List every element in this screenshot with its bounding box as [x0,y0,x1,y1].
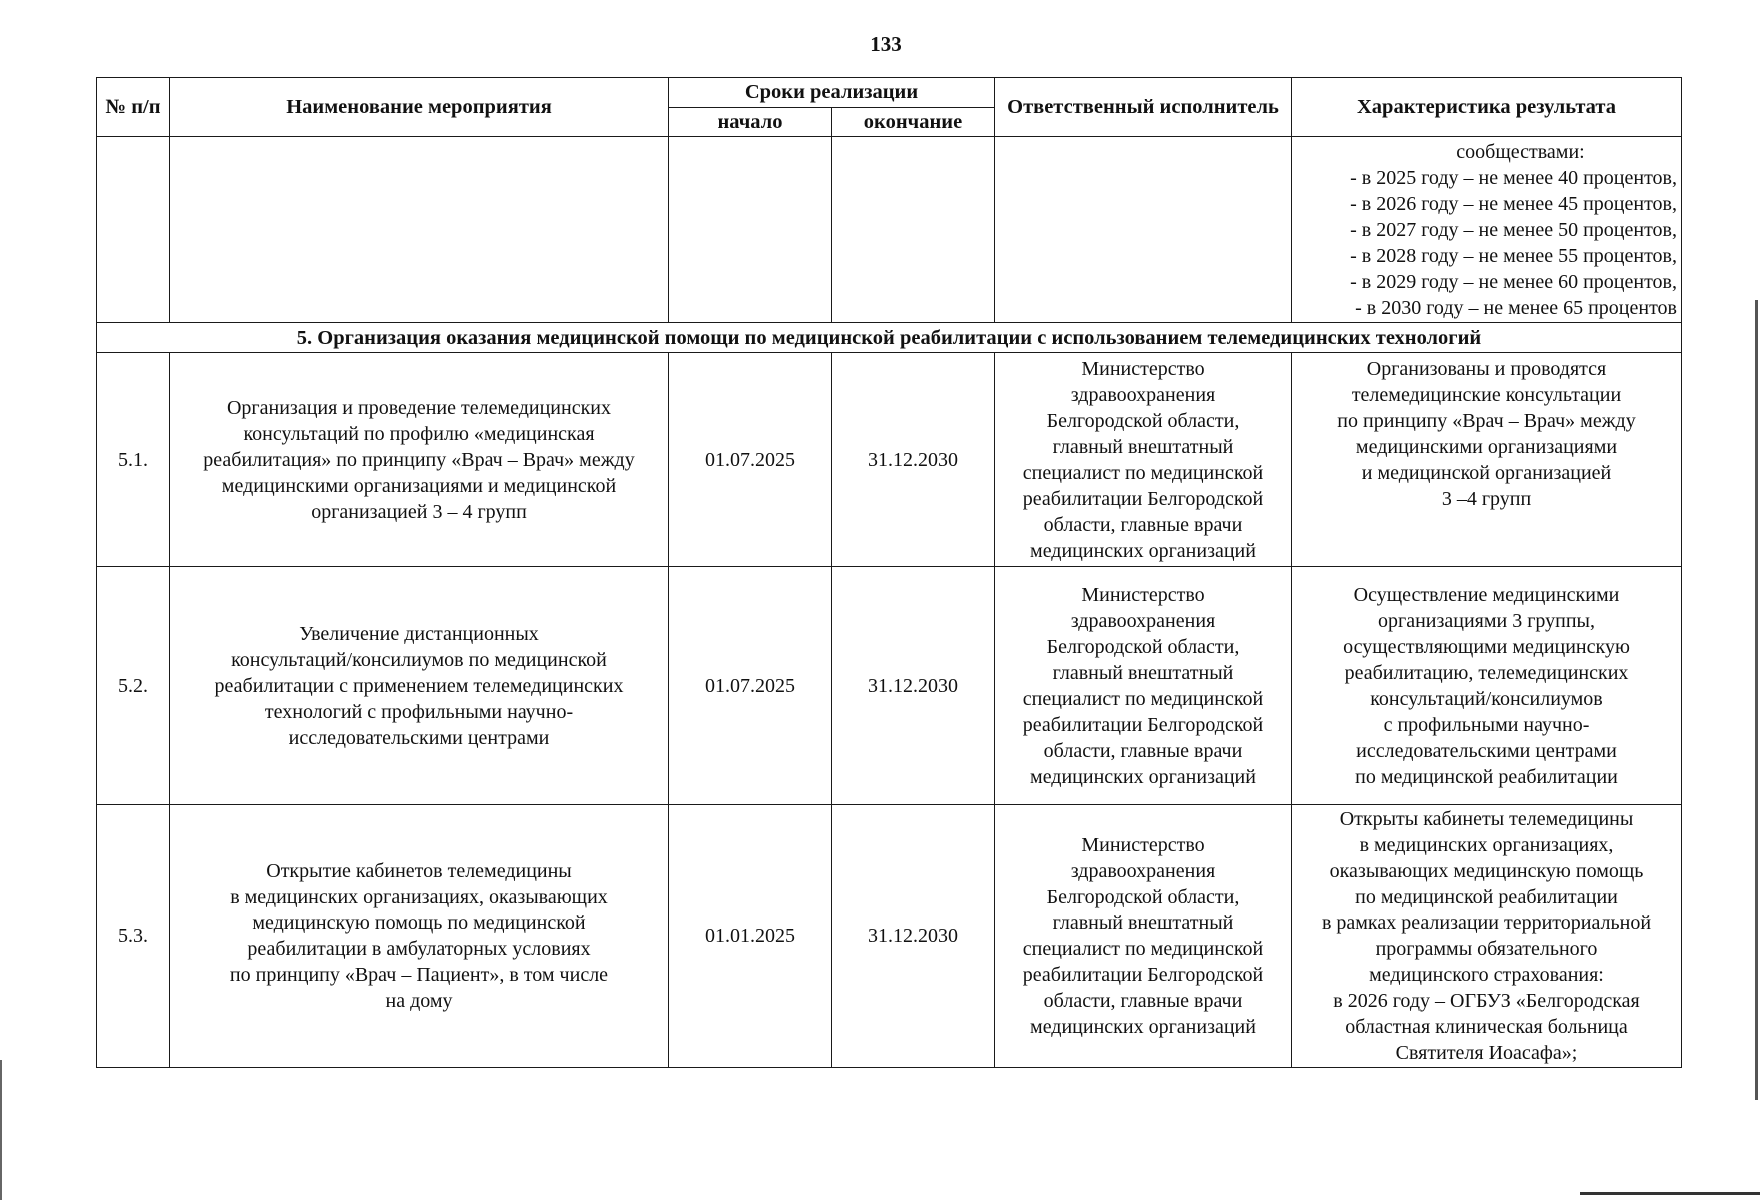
table-row [97,567,1682,805]
cell-start [669,137,832,323]
activities-table [96,77,1682,1068]
responsible-line: Министерство [1081,583,1205,606]
header-start: начало [669,108,832,137]
name-line: организацией 3 – 4 групп [311,500,527,523]
responsible-line: здравоохранения [1070,860,1216,882]
responsible-line: здравоохранения [1070,609,1216,632]
name-line: медицинскими организациями и медицинской [221,474,617,497]
header-name: Наименование мероприятия [170,78,669,137]
cell-name [170,137,669,323]
header-result: Характеристика результата [1292,78,1682,137]
cell-result [1292,137,1682,323]
result-line: - в 2029 году – не менее 60 процентов, [1350,270,1677,293]
cell-number: 5.2. [97,567,170,805]
name-line: реабилитации с применением телемедицинских [214,674,624,697]
cell-responsible [995,353,1292,567]
result-line: Святителя Иоасафа»; [1395,1042,1578,1064]
result-line: по медицинской реабилитации [1355,765,1618,788]
table-header [97,78,1682,137]
cell-number: 5.1. [97,353,170,567]
header-end: окончание [832,108,995,137]
responsible-line: области, главные врачи [1043,739,1243,762]
name-line: технологий с профильными научно- [264,700,574,723]
cell-end: 31.12.2030 [832,353,995,567]
responsible-line: реабилитации Белгородской [1022,487,1264,510]
result-line: телемедицинские консультации [1351,383,1622,406]
responsible-line: специалист по медицинской [1022,938,1264,960]
responsible-line: Белгородской области, [1046,886,1240,908]
cell-name [170,353,669,567]
table-row-continuation [97,137,1682,323]
result-line: реабилитацию, телемедицинских [1344,661,1629,684]
result-line: исследовательскими центрами [1356,739,1617,762]
result-line: организациями 3 группы, [1377,609,1595,632]
section-title: 5. Организация оказания медицинской помощи по медицинской реабилитации с использованием телемедицинских технологий [97,323,1682,353]
scan-edge-line [1580,1192,1760,1195]
scan-edge-line [1755,300,1758,1100]
cell-end [832,137,995,323]
responsible-line: медицинских организаций [1030,1016,1256,1038]
result-line: 3 –4 групп [1441,487,1532,510]
cell-name [170,567,669,805]
cell-responsible [995,805,1292,1068]
cell-responsible [995,567,1292,805]
responsible-line: Белгородской области, [1046,409,1240,432]
result-line: Открыты кабинеты телемедицины [1339,808,1634,830]
result-line: оказывающих медицинскую помощь [1329,860,1644,882]
result-line: - в 2026 году – не менее 45 процентов, [1350,192,1677,215]
name-line: консультаций/консилиумов по медицинской [231,648,607,671]
responsible-line: главный внештатный [1052,912,1234,934]
responsible-line: главный внештатный [1052,661,1234,684]
cell-start: 01.01.2025 [669,805,832,1068]
result-lines [1294,139,1679,321]
cell-start: 01.07.2025 [669,353,832,567]
result-line: по принципу «Врач – Врач» между [1337,409,1636,432]
table-row [97,353,1682,567]
header-responsible: Ответственный исполнитель [995,78,1292,137]
result-line: - в 2025 году – не менее 40 процентов, [1350,166,1677,189]
result-line: областная клиническая больница [1345,1016,1628,1038]
cell-result [1292,805,1682,1068]
cell-end: 31.12.2030 [832,567,995,805]
responsible-line: медицинских организаций [1030,765,1256,788]
responsible-line: области, главные врачи [1043,513,1243,536]
cell-result [1292,567,1682,805]
responsible-line: реабилитации Белгородской [1022,713,1264,736]
responsible-line: Белгородской области, [1046,635,1240,658]
cell-start: 01.07.2025 [669,567,832,805]
name-line: исследовательскими центрами [288,726,550,749]
cell-end: 31.12.2030 [832,805,995,1068]
header-number: № п/п [97,78,170,137]
result-line: консультаций/консилиумов [1370,687,1603,710]
responsible-line: области, главные врачи [1043,990,1243,1012]
result-line: в медицинских организациях, [1359,834,1614,856]
result-line: с профильными научно- [1383,713,1590,736]
name-line: Организация и проведение телемедицинских [226,396,612,419]
section-row [97,323,1682,353]
name-line: на дому [385,990,453,1012]
name-line: реабилитации в амбулаторных условиях [247,938,591,960]
name-line: Увеличение дистанционных [299,622,539,645]
table-row [97,805,1682,1068]
result-line: в 2026 году – ОГБУЗ «Белгородская [1333,990,1640,1012]
result-line: медицинскими организациями [1355,435,1618,458]
result-line: Организованы и проводятся [1366,357,1607,380]
result-line: в рамках реализации территориальной [1321,912,1652,934]
result-line: - в 2028 году – не менее 55 процентов, [1350,244,1677,267]
header-period: Сроки реализации [669,78,995,108]
result-line: программы обязательного [1375,938,1598,960]
cell-responsible [995,137,1292,323]
responsible-line: главный внештатный [1052,435,1234,458]
result-line: по медицинской реабилитации [1355,886,1618,908]
result-line: осуществляющими медицинскую [1343,635,1630,658]
cell-name [170,805,669,1068]
responsible-line: медицинских организаций [1030,539,1256,562]
result-line: сообществами: [1456,140,1585,163]
responsible-line: Министерство [1081,357,1205,380]
name-line: в медицинских организациях, оказывающих [230,886,608,908]
result-line: - в 2027 году – не менее 50 процентов, [1350,218,1677,241]
result-line: и медицинской организацией [1361,461,1612,484]
name-line: медицинскую помощь по медицинской [252,912,586,934]
name-line: реабилитация» по принципу «Врач – Врач» между [203,448,635,471]
name-line: Открытие кабинетов телемедицины [266,860,572,882]
name-line: консультаций по профилю «медицинская [243,422,595,445]
name-line: по принципу «Врач – Пациент», в том числе [229,964,609,986]
cell-number [97,137,170,323]
page-number: 133 [870,32,902,56]
scan-edge-line [0,1060,2,1200]
responsible-line: специалист по медицинской [1022,461,1264,484]
responsible-line: Министерство [1081,834,1205,856]
result-line: Осуществление медицинскими [1353,583,1620,606]
result-line: медицинского страхования: [1369,964,1604,986]
responsible-line: специалист по медицинской [1022,687,1264,710]
cell-result [1292,353,1682,567]
responsible-line: здравоохранения [1070,383,1216,406]
responsible-line: реабилитации Белгородской [1022,964,1264,986]
cell-number: 5.3. [97,805,170,1068]
result-line: - в 2030 году – не менее 65 процентов [1355,296,1677,319]
